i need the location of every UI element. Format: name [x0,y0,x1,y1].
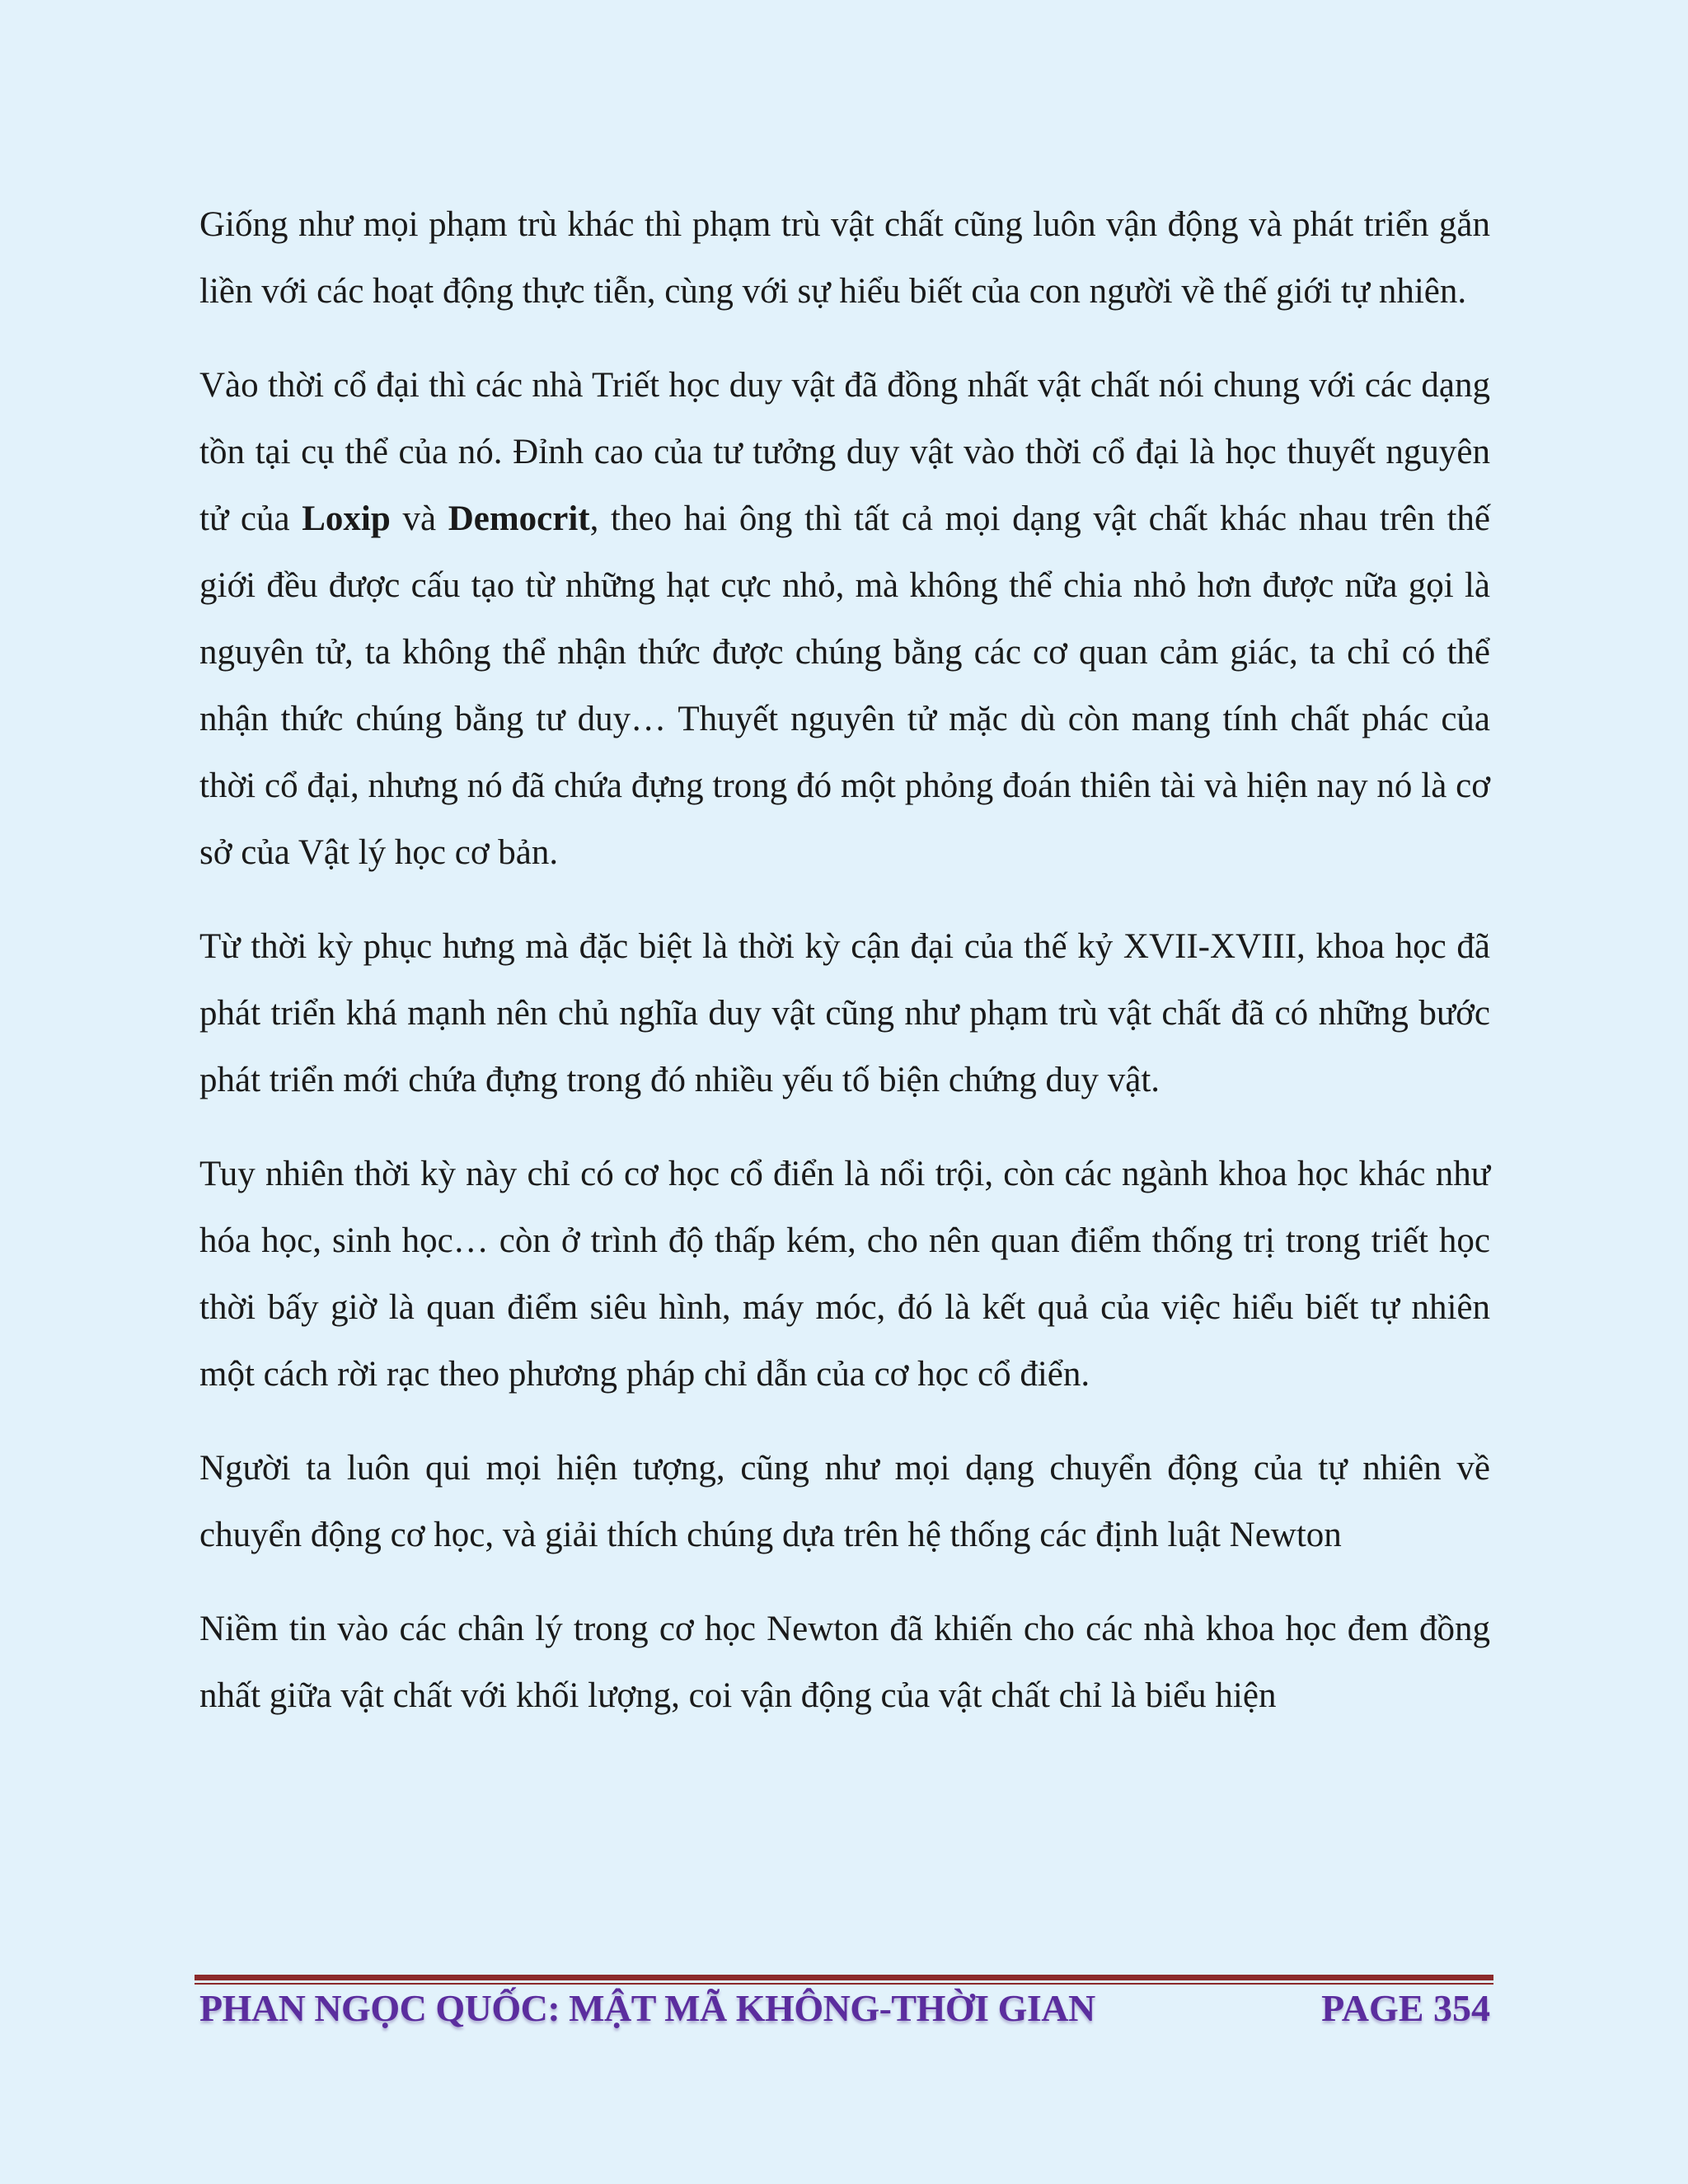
paragraph [199,1435,1490,1568]
footer-divider-thick [195,1975,1493,1980]
paragraph [199,1141,1490,1408]
paragraph-text: , theo hai ông thì tất cả mọi dạng vật chất khác nhau trên thế giới đều được cấu tạo từ những hạt cực nhỏ, mà không thể chia nhỏ hơn được nữa gọi là nguyên tử, ta không thể nhận thức được chúng bằng các cơ quan cảm giác, ta chỉ có thể nhận thức chúng bằng tư duy… Thuyết nguyên tử mặc dù còn mang tính chất phác của thời cổ đại, nhưng nó đã chứa đựng trong đó một phỏng đoán thiên tài và hiện nay nó là cơ sở của Vật lý học cơ bản. [199,499,1490,872]
footer-divider-thin [195,1983,1493,1985]
bold-name: Loxip [302,499,391,538]
page-footer [199,1986,1490,2036]
paragraph-text: Tuy nhiên thời kỳ này chỉ có cơ học cổ điển là nổi trội, còn các ngành khoa học khác như hóa học, sinh học… còn ở trình độ thấp kém, cho nên quan điểm thống trị trong triết học thời bấy giờ là quan điểm siêu hình, máy móc, đó là kết quả của việc hiểu biết tự nhiên một cách rời rạc theo phương pháp chỉ dẫn của cơ học cổ điển. [199,1155,1490,1394]
footer-divider [195,1975,1493,1985]
footer-page-number: PAGE 354 [1321,1987,1490,2029]
paragraph [199,352,1490,886]
paragraph-text: Từ thời kỳ phục hưng mà đặc biệt là thời kỳ cận đại của thế kỷ XVII-XVIII, khoa học đã phát triển khá mạnh nên chủ nghĩa duy vật cũng như phạm trù vật chất đã có những bước phát triển mới chứa đựng trong đó nhiều yếu tố biện chứng duy vật. [199,927,1490,1099]
page-body [199,191,1490,1756]
paragraph-text: Người ta luôn qui mọi hiện tượng, cũng như mọi dạng chuyển động của tự nhiên về chuyển động cơ học, và giải thích chúng dựa trên hệ thống các định luật Newton [199,1449,1490,1554]
paragraph-text: Giống như mọi phạm trù khác thì phạm trù vật chất cũng luôn vận động và phát triển gắn liền với các hoạt động thực tiễn, cùng với sự hiểu biết của con người về thế giới tự nhiên. [199,205,1490,311]
bold-name: Democrit [448,499,590,538]
paragraph [199,1596,1490,1729]
paragraph-text: và [390,499,448,538]
paragraph-text: Niềm tin vào các chân lý trong cơ học Newton đã khiến cho các nhà khoa học đem đồng nhất giữa vật chất với khối lượng, coi vận động của vật chất chỉ là biểu hiện [199,1610,1490,1715]
paragraph-text: Vào thời cổ đại thì các nhà Triết học duy vật đã đồng nhất vật chất nói chung với các dạng tồn tại cụ thể của nó. Đỉnh cao của tư tưởng duy vật vào thời cổ đại là học thuyết nguyên tử của [199,366,1490,538]
paragraph [199,913,1490,1113]
paragraph [199,191,1490,325]
footer-book-title: PHAN NGỌC QUỐC: MẬT MÃ KHÔNG-THỜI GIAN [199,1987,1095,2029]
